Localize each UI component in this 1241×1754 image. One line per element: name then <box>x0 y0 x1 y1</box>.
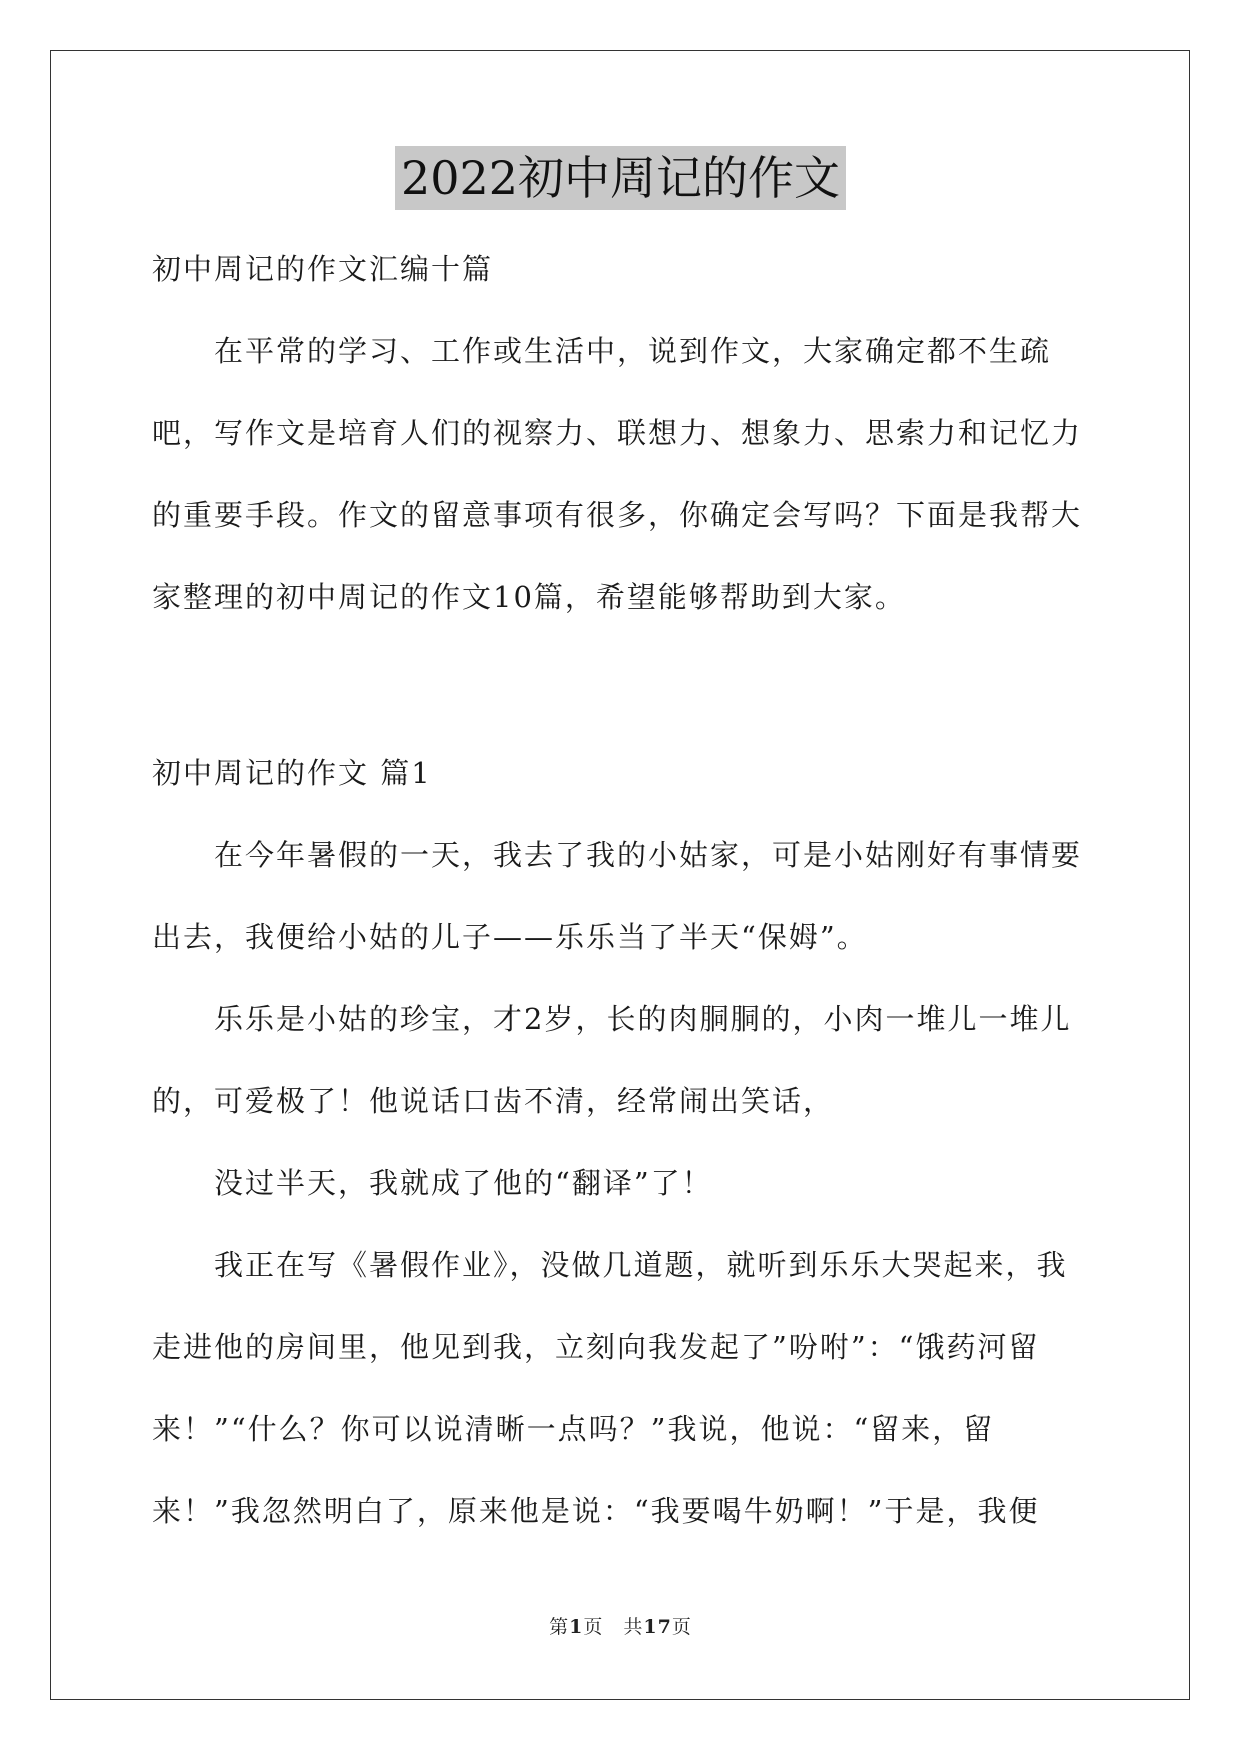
document-title: 2022初中周记的作文 <box>395 146 846 210</box>
body-paragraph-4: 我正在写《暑假作业》，没做几道题，就听到乐乐大哭起来，我走进他的房间里，他见到我，立刻向我发起了”吩咐”：“饿药河留来！”“什么？你可以说清晰一点吗？”我说，他说：“留来，留来！”我忽然明白了，原来他是说：“我要喝牛奶啊！”于是，我便 <box>152 1248 1068 1528</box>
body-paragraph-2: 乐乐是小姑的珍宝，才2岁，长的肉胴胴的，小肉一堆儿一堆儿的，可爱极了！他说话口齿不清，经常闹出笑话， <box>152 1002 1072 1118</box>
body-paragraph-1: 在今年暑假的一天，我去了我的小姑家，可是小姑刚好有事情要出去，我便给小姑的儿子——乐乐当了半天“保姆”。 <box>152 838 1083 954</box>
footer-suffix: 页 <box>671 1616 692 1638</box>
document-subtitle: 初中周记的作文汇编十篇 <box>152 252 494 286</box>
intro-paragraph: 在平常的学习、工作或生活中，说到作文，大家确定都不生疏吧，写作文是培育人们的视察力、联想力、想象力、思索力和记忆力的重要手段。作文的留意事项有很多，你确定会写吗？下面是我帮大家整理的初中周记的作文10篇，希望能够帮助到大家。 <box>152 334 1083 614</box>
page-footer <box>0 1612 1241 1639</box>
footer-total-pages: 17 <box>643 1616 672 1638</box>
title-container <box>0 146 1241 210</box>
footer-prefix: 第 <box>549 1616 570 1638</box>
body-paragraph-3: 没过半天，我就成了他的“翻译”了！ <box>214 1166 713 1200</box>
footer-page-number: 1 <box>569 1616 584 1638</box>
footer-mid: 页 共 <box>583 1616 644 1638</box>
section-heading: 初中周记的作文 篇1 <box>152 756 432 790</box>
